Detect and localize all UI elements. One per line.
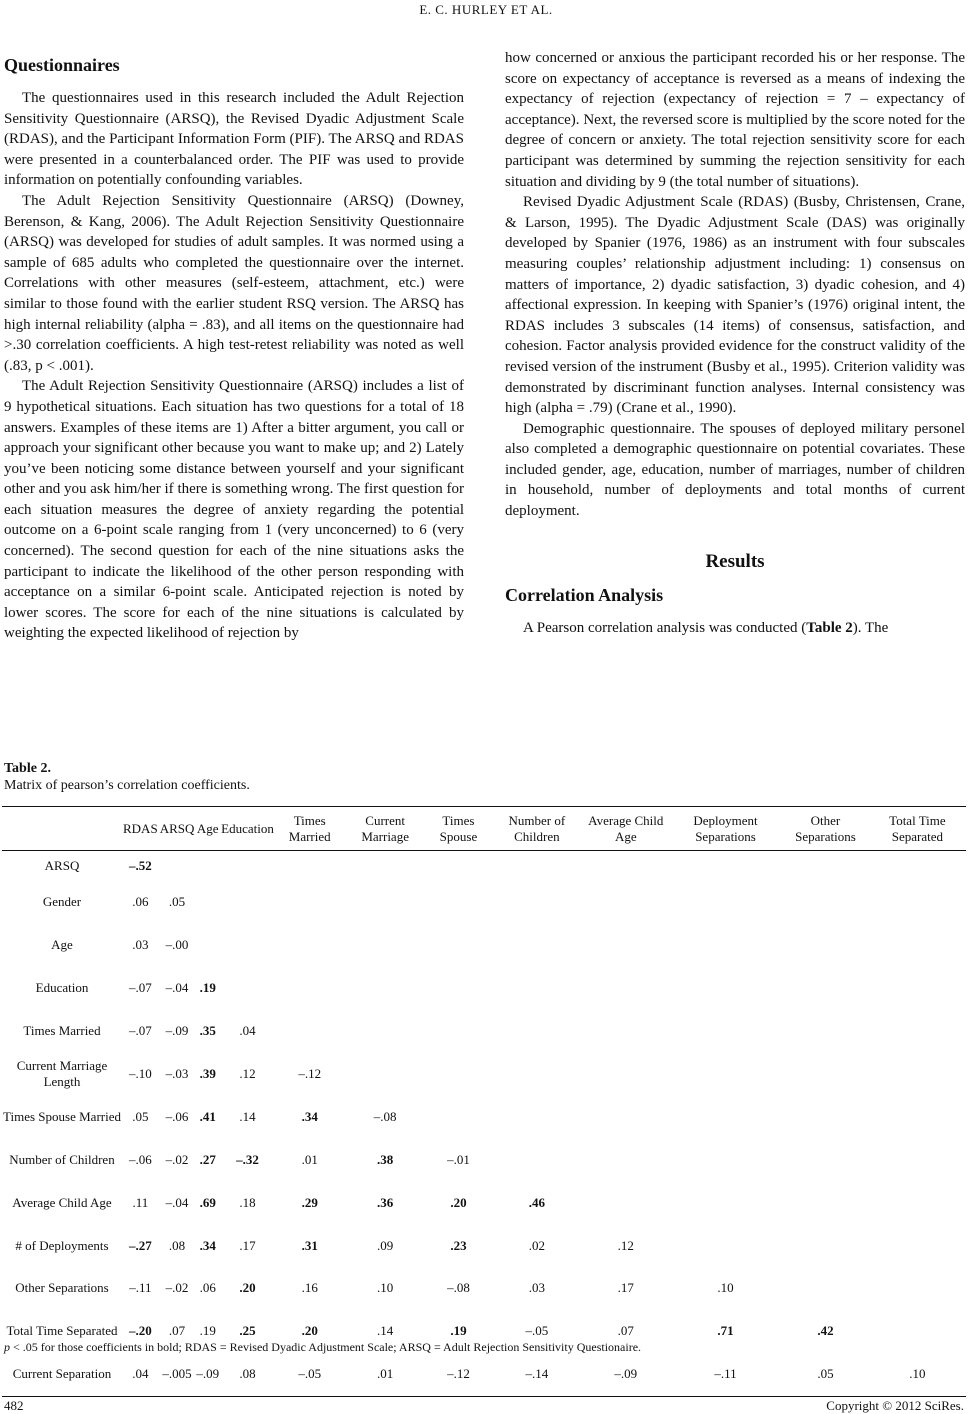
table-cell: [220, 924, 275, 967]
table-cell: .23: [450, 1237, 467, 1253]
table-cell: .03: [132, 937, 149, 953]
row-label: ARSQ: [44, 858, 80, 873]
table-cell: .39: [199, 1066, 216, 1081]
table-cell: .46: [528, 1194, 545, 1210]
table-row: [2, 881, 966, 924]
table-cell: [426, 924, 491, 967]
table-cell: [869, 1053, 966, 1096]
table-header: [2, 807, 966, 851]
column-header: Number of Children: [508, 812, 566, 844]
table-cell: [491, 1053, 582, 1096]
table-cell: –.10: [128, 1066, 152, 1081]
table-cell: [782, 1138, 869, 1181]
column-header: Total Time Separated: [889, 812, 946, 844]
table-cell: [669, 1010, 782, 1053]
column-header: [2, 807, 122, 851]
table-cell: –.02: [165, 1280, 189, 1296]
body-paragraph: The questionnaires used in this research included the Adult Rejection Sensitivity Questionnaire (ARSQ), the Revised Dyadic Adjustment Scale (RDAS), and the Participant Information Form (PIF). The ARSQ and RDAS were presented in a counterbalanced order. The PIF was used to provide information on potentially confounding variables.: [4, 90, 464, 189]
table-title: Matrix of pearson’s correlation coefficients.: [4, 778, 250, 793]
table-cell: –.06: [128, 1151, 152, 1167]
table-cell: [275, 1010, 345, 1053]
table-cell: .34: [199, 1237, 216, 1253]
row-label: Times Married: [23, 1023, 101, 1039]
row-label: Education: [35, 980, 89, 996]
table-cell: .42: [817, 1323, 834, 1339]
table-header-row: [2, 807, 966, 851]
table-cell: [345, 967, 426, 1010]
table-cell: .69: [199, 1194, 216, 1210]
table-cell: –.20: [128, 1323, 152, 1339]
table-cell: [669, 1053, 782, 1096]
table-cell: [583, 924, 669, 967]
table-cell: .12: [239, 1066, 256, 1081]
table-cell: –.09: [196, 1366, 220, 1382]
table-cell: [220, 851, 275, 882]
column-header: Average Child Age: [588, 812, 664, 844]
column-header: Deployment Separations: [693, 812, 758, 844]
row-label: Current Separation: [12, 1366, 112, 1382]
table-cell: [869, 1267, 966, 1310]
table-cell: –.07: [128, 1023, 152, 1039]
row-label: # of Deployments: [15, 1237, 109, 1253]
table-row: [2, 1267, 966, 1310]
table-cell: [669, 924, 782, 967]
table-cell: [491, 881, 582, 924]
table-cell: –.11: [129, 1280, 152, 1296]
table-cell: –.01: [447, 1151, 470, 1167]
table-cell: [782, 851, 869, 882]
table-cell: [491, 924, 582, 967]
table-cell: [782, 1095, 869, 1138]
table-cell: –.12: [298, 1066, 322, 1081]
table-cell: [869, 1095, 966, 1138]
table-cell: .71: [717, 1323, 734, 1339]
table-cell: .04: [239, 1023, 256, 1039]
table-cell: –.08: [373, 1108, 397, 1124]
table-cell: .35: [199, 1023, 216, 1039]
table-cell: [782, 1267, 869, 1310]
table-cell: .36: [377, 1194, 394, 1210]
table-cell: –.03: [165, 1066, 189, 1081]
table-cell: [669, 1181, 782, 1224]
table-cell: .02: [528, 1237, 545, 1253]
column-header: RDAS: [123, 820, 158, 836]
table-body: [2, 851, 966, 1397]
row-label: Number of Children: [9, 1151, 115, 1167]
paragraph-text: A Pearson correlation analysis was conducted (: [523, 619, 807, 636]
table-cell: [426, 881, 491, 924]
table-row: [2, 1138, 966, 1181]
table-cell: .17: [239, 1237, 256, 1253]
body-paragraph: The Adult Rejection Sensitivity Questionnaire (ARSQ) (Downey, Berenson, & Kang, 2006). The Adult Rejection Sensitivity Questionnaire (ARSQ) was developed for studies of adult samples. It was normed using a sample of 685 adults who completed the questionnaire over the internet. Correlations with other measures (self-esteem, attachment, etc.) were similar to those found with the earlier student RSQ version. The ARSQ has high internal reliability (alpha = .83), and all items on the questionnaire had >.30 correlation coefficients. A high test-retest reliability was noted as well (.83, p < .001).: [4, 192, 464, 374]
column-header: Age: [196, 820, 219, 836]
note-text: < .05 for those coefficients in bold; RDAS = Revised Dyadic Adjustment Scale; ARSQ = Adult Rejection Sensitivity Questionaire.: [10, 1340, 642, 1354]
paragraph-text: ). The: [852, 619, 889, 636]
row-label: Other Separations: [15, 1280, 109, 1296]
table-cell: [869, 1224, 966, 1267]
table-cell: .31: [301, 1237, 318, 1253]
table-cell: .05: [168, 894, 186, 910]
column-header: Current Marriage: [361, 812, 409, 844]
table-cell: –.05: [525, 1323, 549, 1339]
table-cell: [869, 881, 966, 924]
table-cell: .10: [377, 1280, 394, 1296]
table-cell: .20: [450, 1194, 467, 1210]
table-cell: .19: [199, 980, 216, 996]
row-label: Average Child Age: [12, 1194, 112, 1210]
row-label: Current Marriage Length: [16, 1058, 108, 1089]
table-cell: [275, 881, 345, 924]
table-cell: .14: [377, 1323, 394, 1339]
results-heading: Results: [705, 550, 765, 572]
table-cell: –.04: [165, 980, 189, 996]
table-cell: –.07: [128, 980, 152, 996]
table-cell: [491, 851, 582, 882]
column-header: Education: [221, 820, 274, 836]
table-cell: [583, 1095, 669, 1138]
table-cell: [491, 1010, 582, 1053]
p-symbol: p: [4, 1340, 10, 1354]
table-cell: [345, 851, 426, 882]
column-header: Times Married: [288, 812, 331, 844]
table-cell: [669, 1095, 782, 1138]
table-cell: [195, 881, 220, 924]
correlation-analysis-heading: Correlation Analysis: [505, 584, 664, 605]
table-row: [2, 967, 966, 1010]
table-cell: .18: [239, 1194, 256, 1210]
table-cell: [583, 881, 669, 924]
table-cell: –.14: [525, 1366, 549, 1382]
column-header: ARSQ: [159, 820, 195, 836]
table-cell: [275, 924, 345, 967]
table-cell: –.09: [165, 1023, 189, 1039]
row-label: Gender: [42, 894, 82, 910]
running-head: E. C. HURLEY ET AL.: [419, 2, 553, 17]
table-cell: –.06: [165, 1108, 189, 1124]
table-cell: .06: [199, 1280, 216, 1296]
table-cell: [869, 967, 966, 1010]
table-cell: [583, 1181, 669, 1224]
table-cell: [195, 924, 220, 967]
table-cell: .05: [132, 1108, 149, 1124]
table-cell: .10: [717, 1280, 734, 1296]
table-cell: –.52: [128, 858, 152, 873]
table-row: [2, 1224, 966, 1267]
table-cell: .08: [168, 1237, 186, 1253]
table-cell: [782, 1010, 869, 1053]
table-cell: [426, 1010, 491, 1053]
body-paragraph: Revised Dyadic Adjustment Scale (RDAS) (Busby, Christensen, Crane, & Larson, 1995). The Dyadic Adjustment Scale (DAS) was originally developed by Spanier (1976, 1986) as an instrument with four subscales measuring couples’ relationship adjustment including: 1) consensus on matters of importance, 2) dyadic satisfaction, 3) dyadic cohesion, and 4) affectional expression. In keeping with Spanier’s (1976) original intent, the RDAS includes 3 subscales (14 items) of consensus, satisfaction, and cohesion. Factor analysis provided evidence for the construct validity of the revised version of the instrument (Busby et al., 1995). Criterion validity was demonstrated by discriminant function analyses. Internal consistency was high (alpha = .79) (Crane et al., 1990).: [505, 194, 965, 417]
questionnaires-heading: Questionnaires: [4, 55, 120, 75]
column-header: Times Spouse: [439, 812, 478, 844]
table-cell: [782, 924, 869, 967]
table-cell: –.11: [714, 1366, 737, 1382]
table-cell: [869, 1138, 966, 1181]
table-cell: [782, 1224, 869, 1267]
table-reference-link[interactable]: Table 2: [806, 619, 853, 636]
table-cell: .09: [377, 1237, 394, 1253]
table-row: [2, 851, 966, 882]
table-cell: .03: [528, 1280, 545, 1296]
table-cell: –.27: [128, 1237, 152, 1253]
table-cell: .41: [199, 1108, 216, 1124]
table-cell: .20: [301, 1323, 318, 1339]
body-paragraph: [505, 618, 965, 639]
table-cell: .25: [239, 1323, 256, 1339]
body-paragraph: how concerned or anxious the participant recorded his or her response. The score on expectancy of acceptance is reversed as a means of indexing the expectancy of rejection (expectancy of rejection = 7 – expectancy of acceptance). Next, the reversed score is multiplied by the score noted for the degree of concern or anxiety. The total rejection sensitivity score for each participant was determined by summing the rejection sensitivity for each situation and dividing by 9 (the total number of situations).: [505, 50, 965, 190]
table-cell: .01: [377, 1366, 394, 1382]
table-cell: [345, 924, 426, 967]
table-cell: [345, 1010, 426, 1053]
table-cell: .20: [239, 1280, 256, 1296]
table-row: [2, 1181, 966, 1224]
table-cell: [669, 1138, 782, 1181]
table-cell: .04: [132, 1366, 149, 1382]
table-cell: [583, 851, 669, 882]
table-cell: –.00: [165, 937, 189, 953]
table-cell: .11: [132, 1194, 149, 1210]
table-cell: .27: [199, 1151, 216, 1167]
table-cell: [426, 1053, 491, 1096]
table-cell: –.32: [236, 1151, 259, 1167]
table-cell: [583, 1010, 669, 1053]
table-cell: .01: [301, 1151, 318, 1167]
table-cell: [669, 881, 782, 924]
table-row: [2, 1095, 966, 1138]
row-label: Times Spouse Married: [3, 1108, 121, 1124]
table-cell: [583, 1138, 669, 1181]
table-cell: –.005: [162, 1366, 192, 1382]
table-cell: [220, 967, 275, 1010]
table-row: [2, 1353, 966, 1396]
table-cell: [426, 1095, 491, 1138]
table-row: [2, 1053, 966, 1096]
row-label: Total Time Separated: [6, 1323, 118, 1339]
table-cell: [426, 851, 491, 882]
right-column: [505, 48, 965, 638]
table-cell: .14: [239, 1108, 256, 1124]
table-cell: [669, 851, 782, 882]
table-cell: .16: [301, 1280, 318, 1296]
table-cell: .17: [617, 1280, 634, 1296]
table-cell: [491, 1138, 582, 1181]
body-paragraph: The Adult Rejection Sensitivity Questionnaire (ARSQ) includes a list of 9 hypothetical situations. Each situation has two questions for a total of 18 answers. Examples of these items are 1) After a bitter argument, you call or approach your significant other because you want to make up; and 2) Lately you’ve been noticing some distance between yourself and your significant other and you ask him/her if there is something wrong. The first question for each situation measures the degree of anxiety regarding the potential outcome on a 6-point scale ranging from 1 (very unconcerned) to 6 (very concerned). The second question for each of the nine situations asks the participant to indicate the likelihood of the other person responding with acceptance on a similar 6-point scale. Anticipated rejection is noted by lower scores. The score for each of the nine situations is calculated by weighting the expected likelihood of rejection by: [4, 378, 464, 642]
table-cell: .38: [377, 1151, 394, 1167]
table-cell: [869, 1010, 966, 1053]
page-number: 482: [4, 1398, 24, 1413]
table-caption: [4, 760, 250, 794]
body-paragraph: Demographic questionnaire. The spouses of deployed military personel also completed a demographic questionnaire on potential covariates. These included gender, age, education, number of marriages, number of children in household, number of deployments and total months of current deployment.: [505, 420, 965, 520]
table-cell: [583, 1053, 669, 1096]
table-cell: .08: [239, 1366, 256, 1382]
table-cell: [869, 851, 966, 882]
table-cell: [345, 1053, 426, 1096]
table-cell: .12: [617, 1237, 634, 1253]
table-cell: .29: [301, 1194, 318, 1210]
table-cell: [195, 851, 220, 882]
table-cell: –.02: [165, 1151, 189, 1167]
table-cell: [220, 881, 275, 924]
table-cell: [159, 851, 196, 882]
table-cell: .07: [617, 1323, 634, 1339]
table-cell: .05: [817, 1366, 834, 1382]
table-cell: –.08: [447, 1280, 470, 1296]
table-cell: –.09: [614, 1366, 638, 1382]
table-cell: [583, 967, 669, 1010]
table-cell: –.04: [165, 1194, 189, 1210]
correlation-table: [2, 806, 966, 1397]
table-cell: .06: [132, 894, 149, 910]
table-row: [2, 1010, 966, 1053]
table-cell: [669, 967, 782, 1010]
table-note: [4, 1340, 641, 1355]
table-cell: [669, 1224, 782, 1267]
table-cell: [782, 1181, 869, 1224]
table-cell: .34: [301, 1108, 318, 1124]
table-cell: [491, 967, 582, 1010]
table-cell: [491, 1095, 582, 1138]
left-column: [4, 48, 464, 644]
table-cell: [782, 967, 869, 1010]
table-cell: [869, 1310, 966, 1353]
table-cell: –.12: [447, 1366, 470, 1382]
table-cell: [782, 1053, 869, 1096]
copyright-notice: Copyright © 2012 SciRes.: [826, 1398, 964, 1413]
column-header: Other Separations: [795, 812, 856, 844]
table-cell: [782, 881, 869, 924]
table-cell: [345, 881, 426, 924]
table-label: Table 2.: [4, 761, 51, 776]
table-row: [2, 924, 966, 967]
table-cell: –.05: [298, 1366, 322, 1382]
table-cell: .10: [909, 1366, 926, 1382]
table-cell: [275, 851, 345, 882]
table-cell: [426, 967, 491, 1010]
table-cell: .19: [199, 1323, 216, 1339]
table-cell: [869, 924, 966, 967]
row-label: Age: [51, 937, 73, 953]
table-cell: [869, 1181, 966, 1224]
table-cell: .07: [168, 1323, 186, 1339]
table-cell: .19: [450, 1323, 467, 1339]
table-cell: [275, 967, 345, 1010]
